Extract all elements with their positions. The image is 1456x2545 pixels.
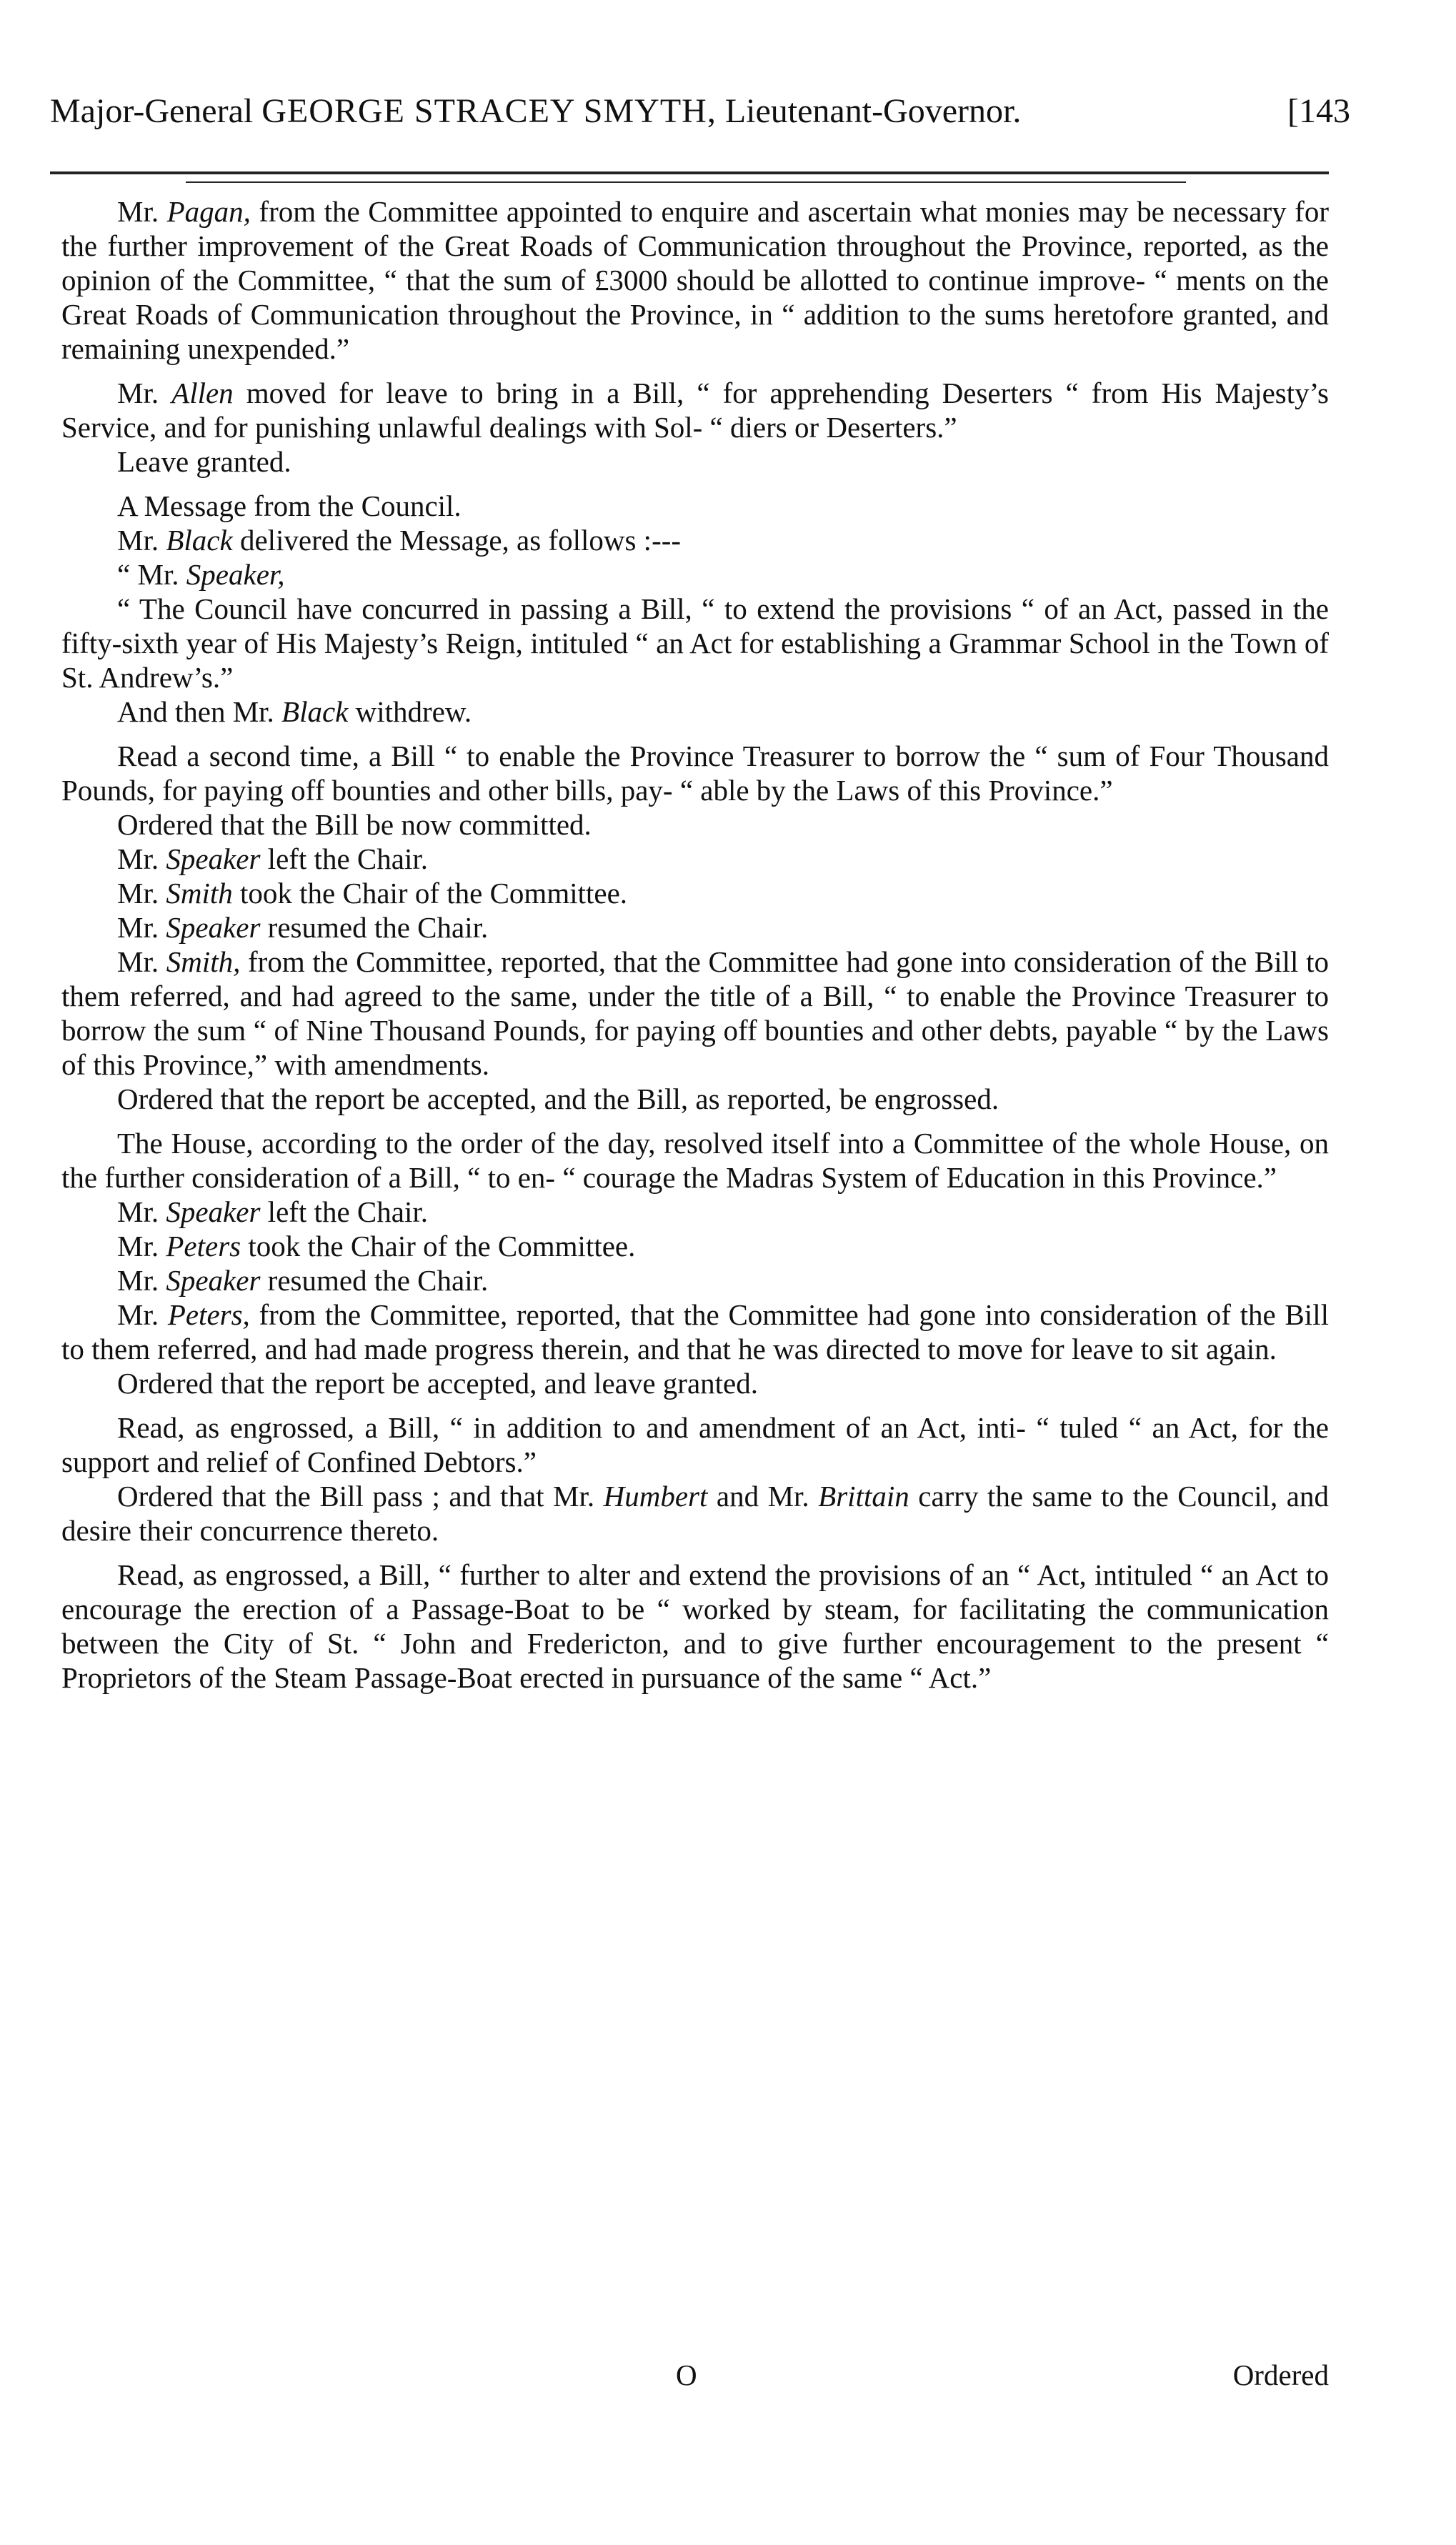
paragraph-block bbox=[61, 194, 1329, 366]
text-line: Ordered that the Bill be now committed. bbox=[117, 808, 592, 841]
header-suffix: Lieutenant-Governor. bbox=[724, 92, 1022, 130]
text-line: Mr. Smith took the Chair of the Committee. bbox=[117, 877, 628, 910]
text-line: Mr. Speaker left the Chair. bbox=[117, 842, 428, 875]
text-line: Read, as engrossed, a Bill, “ in addition to and amendment of an Act, inti- “ tuled “ an Act, for the support and relief of Confined Debtors.” bbox=[61, 1411, 1329, 1478]
paragraph-block bbox=[61, 1126, 1329, 1400]
paragraph-block bbox=[61, 376, 1329, 479]
header-rule-thin bbox=[186, 181, 1186, 183]
catchword: Ordered bbox=[1232, 2359, 1329, 2391]
header-rule bbox=[50, 171, 1329, 174]
text-line: Ordered that the report be accepted, and the Bill, as reported, be engrossed. bbox=[117, 1082, 999, 1115]
text-line: Mr. Speaker left the Chair. bbox=[117, 1195, 428, 1228]
text-line: “ Mr. Speaker, bbox=[117, 558, 285, 591]
text-line: Read a second time, a Bill “ to enable the Province Treasurer to borrow the “ sum of Four Thousand Pounds, for paying off bounties and other bills, pay- “ able by the Laws of this Province.” bbox=[61, 739, 1329, 807]
signature-mark: O bbox=[676, 2359, 697, 2391]
header-prefix: Major-General bbox=[50, 92, 254, 130]
paragraph-block bbox=[61, 489, 1329, 729]
text-line: Mr. Peters, from the Committee, reported, that the Committee had gone into consideration of the Bill to them referred, and had made progress therein, and that he was directed to move for leave to sit again. bbox=[61, 1298, 1329, 1365]
page-footer bbox=[61, 2358, 1329, 2398]
text-line: And then Mr. Black withdrew. bbox=[117, 695, 472, 728]
paragraph-block bbox=[61, 1410, 1329, 1548]
text-line: Mr. Peters took the Chair of the Committee. bbox=[117, 1230, 636, 1262]
text-line: The House, according to the order of the day, resolved itself into a Committee of the whole House, on the further consideration of a Bill, “ to en- “ courage the Madras System of Education in this Province.” bbox=[61, 1127, 1329, 1194]
text-line: A Message from the Council. bbox=[117, 489, 462, 522]
text-line: Mr. Black delivered the Message, as follows :--- bbox=[117, 524, 682, 557]
running-header bbox=[50, 91, 1350, 131]
text-line: Mr. Pagan, from the Committee appointed to enquire and ascertain what monies may be necessary for the further improvement of the Great Roads of Communication throughout the Province, reported, as the opinion of the Committee, “ that the sum of £3000 should be allotted to continue improve- “ ments on the Great Roads of Communication throughout the Province, in “ addition to the sums heretofore granted, and remaining unexpended.” bbox=[61, 195, 1329, 365]
paragraph-block bbox=[61, 739, 1329, 1116]
header-name: GEORGE STRACEY SMYTH, bbox=[261, 92, 717, 130]
page-number: [143 bbox=[1287, 92, 1350, 130]
text-line: Read, as engrossed, a Bill, “ further to alter and extend the provisions of an “ Act, intituled “ an Act to encourage the erection of a Passage-Boat to be “ worked by steam, for facilitating the communication between the City of St. “ John and Fredericton, and to give further encouragement to the present “ Proprietors of the Steam Passage-Boat erected in pursuance of the same “ Act.” bbox=[61, 1558, 1329, 1694]
text-line: Mr. Allen moved for leave to bring in a Bill, “ for apprehending Deserters “ from His Majesty’s Service, and for punishing unlawful dealings with Sol- “ diers or Deserters.” bbox=[61, 377, 1329, 444]
text-line: Ordered that the report be accepted, and leave granted. bbox=[117, 1367, 758, 1400]
document-body bbox=[61, 194, 1329, 1705]
text-line: Mr. Smith, from the Committee, reported, that the Committee had gone into consideration of the Bill to them referred, and had agreed to the same, under the title of a Bill, “ to enable the Province Treasurer to borrow the sum “ of Nine Thousand Pounds, for paying off bounties and other debts, payable “ by the Laws of this Province,” with amendments. bbox=[61, 945, 1329, 1081]
text-line: Mr. Speaker resumed the Chair. bbox=[117, 911, 489, 944]
text-line: Ordered that the Bill pass ; and that Mr. Humbert and Mr. Brittain carry the same to the Council, and desire their concurrence thereto. bbox=[61, 1480, 1329, 1547]
text-line: “ The Council have concurred in passing a Bill, “ to extend the provisions “ of an Act, passed in the fifty-sixth year of His Majesty’s Reign, intituled “ an Act for establishing a Grammar School in the Town of St. Andrew’s.” bbox=[61, 592, 1329, 694]
text-line: Leave granted. bbox=[117, 445, 291, 478]
text-line: Mr. Speaker resumed the Chair. bbox=[117, 1264, 489, 1297]
paragraph-block bbox=[61, 1558, 1329, 1695]
